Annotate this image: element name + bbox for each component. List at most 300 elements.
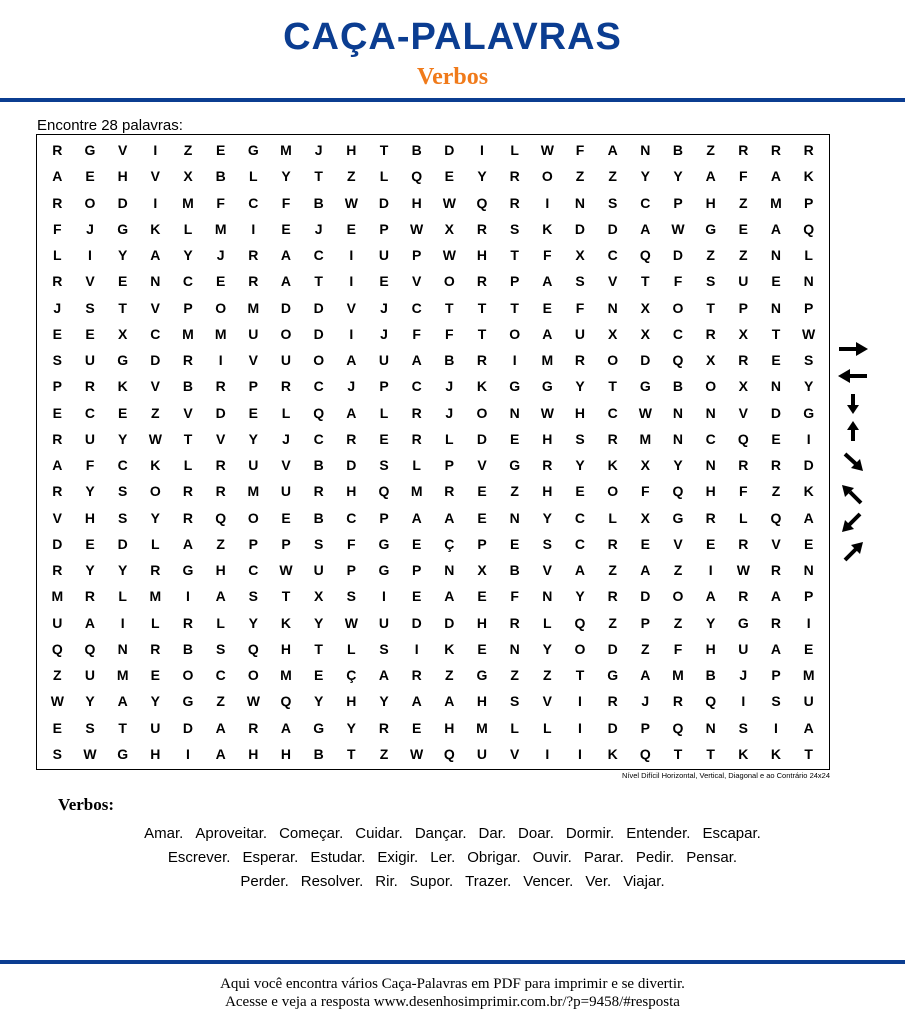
grid-letter: A <box>182 535 194 552</box>
word-list-item: Rir. <box>375 873 398 890</box>
grid-letter: Y <box>346 719 356 736</box>
arrow-down-icon <box>836 393 870 415</box>
grid-letter: P <box>771 667 781 684</box>
grid-letter: Y <box>248 430 258 447</box>
grid-letter: N <box>803 273 814 290</box>
grid-letter: C <box>248 194 259 211</box>
grid-letter: X <box>607 325 618 342</box>
grid-letter: T <box>575 667 585 684</box>
grid-letter: S <box>575 430 585 447</box>
instructions: Encontre 28 palavras: <box>37 117 183 134</box>
grid-letter: N <box>770 247 782 264</box>
grid-letter: E <box>85 168 95 185</box>
grid-letter: G <box>607 667 619 684</box>
grid-letter: U <box>248 457 259 474</box>
grid-letter: Y <box>150 509 160 526</box>
grid-letter: R <box>542 457 553 474</box>
grid-letter: L <box>543 614 552 631</box>
grid-letter: V <box>281 457 291 474</box>
grid-letter: S <box>248 588 258 605</box>
grid-letter: R <box>574 352 586 369</box>
grid-letter: B <box>444 352 455 369</box>
grid-letter: J <box>86 220 94 237</box>
grid-letter: A <box>640 220 651 237</box>
grid-letter: B <box>411 142 422 159</box>
grid-letter: S <box>117 483 128 500</box>
grid-letter: Y <box>85 483 95 500</box>
grid-letter: Z <box>673 562 683 579</box>
grid-letter: R <box>280 378 292 395</box>
grid-letter: U <box>476 745 488 762</box>
grid-letter: R <box>509 168 520 185</box>
grid-letter: X <box>640 509 650 526</box>
grid-letter: X <box>575 247 585 264</box>
grid-letter: A <box>346 352 357 369</box>
grid-letter: M <box>214 220 227 237</box>
grid-letter: F <box>575 299 585 316</box>
grid-letter: O <box>509 325 521 342</box>
grid-letter: R <box>150 562 161 579</box>
page-title: CAÇA-PALAVRAS <box>283 16 622 58</box>
grid-letter: L <box>739 509 748 526</box>
grid-letter: Y <box>477 168 487 185</box>
grid-letter: Z <box>739 247 748 264</box>
grid-letter: A <box>770 588 782 605</box>
grid-letter: D <box>672 247 684 264</box>
grid-letter: R <box>52 430 63 447</box>
word-list-line <box>30 822 875 846</box>
grid-letter: N <box>117 640 128 657</box>
grid-letter: N <box>574 194 586 211</box>
grid-letter: J <box>641 693 650 710</box>
grid-letter: C <box>672 325 684 342</box>
word-list-item: Exigir. <box>377 849 419 866</box>
grid-letter: W <box>736 562 750 579</box>
grid-letter: E <box>771 273 781 290</box>
grid-letter: C <box>150 325 161 342</box>
grid-letter: N <box>542 588 553 605</box>
grid-letter: G <box>705 220 717 237</box>
grid-letter: W <box>148 430 162 447</box>
grid-letter: P <box>379 509 389 526</box>
word-list-item: Resolver. <box>300 873 364 890</box>
grid-letter: B <box>182 640 194 657</box>
grid-letter: N <box>509 404 520 421</box>
grid-letter: Y <box>705 614 716 631</box>
grid-letter: M <box>541 352 554 369</box>
grid-letter: L <box>445 430 454 447</box>
grid-letter: D <box>444 614 455 631</box>
grid-letter: Z <box>608 614 617 631</box>
word-list-item: Cuidar. <box>355 825 403 842</box>
grid-letter: A <box>280 247 292 264</box>
grid-letter: S <box>575 273 585 290</box>
grid-letter: R <box>476 273 488 290</box>
grid-letter: G <box>476 667 488 684</box>
grid-letter: T <box>118 299 127 316</box>
arrow-down-right-icon <box>836 451 870 473</box>
grid-letter: V <box>346 299 356 316</box>
grid-letter: T <box>379 142 389 159</box>
grid-letter: D <box>607 220 618 237</box>
grid-letter: H <box>346 483 357 500</box>
grid-letter: I <box>382 588 386 605</box>
grid-letter: T <box>510 247 519 264</box>
grid-letter: I <box>545 194 550 211</box>
grid-letter: E <box>411 719 422 736</box>
grid-letter: C <box>84 404 96 421</box>
grid-letter: H <box>542 430 553 447</box>
grid-letter: V <box>52 509 62 526</box>
grid-letter: W <box>638 404 652 421</box>
grid-letter: T <box>510 299 519 316</box>
grid-letter: P <box>411 247 422 264</box>
grid-letter: M <box>214 325 227 342</box>
grid-letter: E <box>52 325 62 342</box>
grid-letter: B <box>313 194 324 211</box>
grid-letter: Q <box>672 483 684 500</box>
grid-letter: N <box>770 299 782 316</box>
grid-letter: E <box>313 667 324 684</box>
grid-letter: F <box>641 483 650 500</box>
grid-letter: O <box>607 483 619 500</box>
grid-letter: Q <box>672 352 684 369</box>
arrow-up-right-icon <box>836 540 870 562</box>
grid-letter: P <box>183 299 193 316</box>
grid-letter: Z <box>379 745 389 762</box>
grid-letter: R <box>84 588 96 605</box>
grid-letter: F <box>543 247 552 264</box>
grid-letter: Z <box>706 142 715 159</box>
grid-letter: I <box>349 273 354 290</box>
grid-letter: S <box>313 535 324 552</box>
grid-letter: N <box>640 142 651 159</box>
grid-letter: K <box>150 220 161 237</box>
grid-letter: J <box>380 299 388 316</box>
grid-letter: R <box>476 220 488 237</box>
grid-letter: G <box>378 535 390 552</box>
grid-letter: R <box>738 352 749 369</box>
grid-letter: R <box>150 640 161 657</box>
grid-letter: U <box>248 325 259 342</box>
word-list-item: Viajar. <box>623 873 665 890</box>
arrow-up-icon <box>836 420 870 442</box>
grid-letter: V <box>542 562 552 579</box>
word-list-item: Dançar. <box>414 825 467 842</box>
grid-letter: K <box>444 640 455 657</box>
grid-letter: D <box>411 614 422 631</box>
grid-letter: P <box>477 535 487 552</box>
word-list-item: Ler. <box>430 849 456 866</box>
grid-letter: F <box>739 483 748 500</box>
grid-letter: Z <box>673 614 683 631</box>
grid-letter: Q <box>215 509 227 526</box>
grid-letter: O <box>280 325 292 342</box>
grid-letter: N <box>672 404 684 421</box>
grid-letter: G <box>509 378 521 395</box>
grid-letter: E <box>444 168 454 185</box>
grid-letter: B <box>215 168 226 185</box>
grid-letter: R <box>52 142 63 159</box>
grid-letter: P <box>444 457 454 474</box>
word-list-item: Vencer. <box>523 873 574 890</box>
grid-letter: D <box>182 719 194 736</box>
word-list-item: Dar. <box>478 825 507 842</box>
grid-letter: Z <box>347 168 356 185</box>
grid-letter: U <box>84 667 96 684</box>
grid-letter: J <box>282 430 290 447</box>
grid-letter: W <box>344 614 358 631</box>
grid-letter: C <box>346 509 357 526</box>
grid-letter: V <box>150 168 160 185</box>
grid-letter: E <box>281 220 291 237</box>
grid-letter: K <box>117 378 128 395</box>
grid-letter: G <box>378 562 390 579</box>
grid-letter: J <box>739 667 748 684</box>
grid-letter: O <box>247 509 259 526</box>
grid-letter: E <box>379 430 389 447</box>
grid-letter: E <box>379 273 389 290</box>
word-list-item: Escrever. <box>167 849 231 866</box>
grid-letter: Y <box>248 614 258 631</box>
grid-letter: Y <box>85 562 95 579</box>
grid-letter: Z <box>216 535 225 552</box>
grid-letter: I <box>349 247 354 264</box>
grid-letter: R <box>444 483 455 500</box>
grid-letter: M <box>476 719 488 736</box>
grid-letter: R <box>182 483 194 500</box>
grid-letter: S <box>705 273 716 290</box>
grid-letter: S <box>803 352 814 369</box>
grid-letter: R <box>182 352 194 369</box>
grid-letter: I <box>251 220 256 237</box>
grid-letter: C <box>607 247 618 264</box>
grid-letter: E <box>411 588 422 605</box>
grid-letter: G <box>509 457 521 474</box>
grid-letter: L <box>510 719 519 736</box>
grid-letter: Q <box>574 614 586 631</box>
grid-letter: F <box>739 168 748 185</box>
grid-letter: S <box>738 719 748 736</box>
grid-letter: H <box>411 194 422 211</box>
grid-letter: C <box>215 667 226 684</box>
grid-letter: S <box>509 220 520 237</box>
grid-letter: H <box>542 483 553 500</box>
grid-letter: I <box>806 430 811 447</box>
grid-letter: V <box>85 273 95 290</box>
grid-letter: K <box>803 483 814 500</box>
grid-letter: P <box>281 535 291 552</box>
grid-letter: W <box>344 194 358 211</box>
grid-letter: Q <box>378 483 390 500</box>
grid-letter: X <box>705 352 716 369</box>
grid-letter: Z <box>445 667 454 684</box>
grid-letter: P <box>379 220 389 237</box>
grid-letter: S <box>85 719 95 736</box>
grid-letter: R <box>52 562 63 579</box>
grid-letter: I <box>578 745 582 762</box>
grid-letter: D <box>280 299 292 316</box>
grid-letter: H <box>705 194 716 211</box>
grid-letter: K <box>280 614 292 631</box>
grid-letter: A <box>803 719 814 736</box>
grid-letter: L <box>804 247 813 264</box>
grid-letter: M <box>51 588 64 605</box>
grid-letter: A <box>280 719 292 736</box>
grid-letter: R <box>770 562 782 579</box>
grid-letter: W <box>442 247 456 264</box>
grid-letter: A <box>770 220 782 237</box>
grid-letter: F <box>53 220 62 237</box>
grid-letter: W <box>279 562 293 579</box>
grid-letter: I <box>578 719 582 736</box>
grid-letter: M <box>639 430 652 447</box>
grid-letter: R <box>607 588 618 605</box>
grid-letter: G <box>737 614 749 631</box>
grid-letter: G <box>117 220 129 237</box>
direction-legend <box>836 338 870 564</box>
grid-letter: Y <box>313 693 324 710</box>
grid-letter: I <box>186 588 190 605</box>
grid-letter: C <box>313 378 324 395</box>
grid-letter: X <box>313 588 324 605</box>
grid-letter: V <box>411 273 422 290</box>
grid-letter: M <box>280 667 292 684</box>
grid-letter: E <box>705 535 716 552</box>
grid-letter: O <box>215 299 227 316</box>
grid-letter: E <box>542 299 552 316</box>
grid-letter: F <box>347 535 356 552</box>
grid-letter: G <box>639 378 651 395</box>
grid-letter: S <box>542 535 552 552</box>
grid-letter: G <box>803 404 815 421</box>
grid-letter: C <box>248 562 259 579</box>
grid-letter: N <box>509 640 520 657</box>
grid-letter: Y <box>379 693 389 710</box>
grid-letter: E <box>117 273 128 290</box>
grid-letter: T <box>706 745 715 762</box>
grid-letter: N <box>705 404 716 421</box>
grid-letter: Q <box>803 220 815 237</box>
grid-letter: D <box>476 430 488 447</box>
grid-letter: H <box>150 745 161 762</box>
word-list-item: Estudar. <box>310 849 366 866</box>
grid-letter: A <box>215 745 226 762</box>
grid-letter: A <box>280 273 292 290</box>
grid-letter: R <box>182 614 194 631</box>
grid-letter: L <box>216 614 225 631</box>
grid-letter: E <box>150 667 160 684</box>
grid-letter: Z <box>608 562 617 579</box>
grid-letter: M <box>182 194 194 211</box>
grid-letter: V <box>771 535 781 552</box>
grid-letter: R <box>738 535 749 552</box>
grid-letter: Ç <box>346 667 357 684</box>
grid-letter: O <box>247 667 259 684</box>
grid-letter: F <box>673 640 683 657</box>
grid-letter: Y <box>542 509 552 526</box>
grid-letter: Z <box>151 404 160 421</box>
top-divider <box>0 98 905 102</box>
grid-letter: O <box>672 588 684 605</box>
grid-letter: P <box>52 378 62 395</box>
grid-letter: F <box>575 142 585 159</box>
grid-letter: P <box>640 719 650 736</box>
grid-letter: M <box>770 194 782 211</box>
grid-letter: D <box>640 352 651 369</box>
grid-letter: F <box>510 588 519 605</box>
grid-letter: K <box>542 220 553 237</box>
grid-letter: F <box>85 457 95 474</box>
grid-letter: P <box>803 588 814 605</box>
grid-letter: H <box>346 693 357 710</box>
grid-letter: U <box>313 562 324 579</box>
grid-letter: T <box>804 745 813 762</box>
grid-letter: A <box>640 667 651 684</box>
word-list-line <box>30 846 875 870</box>
grid-letter: T <box>706 299 715 316</box>
grid-letter: K <box>607 745 618 762</box>
grid-letter: Z <box>543 667 552 684</box>
grid-letter: E <box>640 535 650 552</box>
grid-letter: Z <box>608 168 617 185</box>
grid-letter: Y <box>150 693 160 710</box>
grid-letter: C <box>574 535 586 552</box>
grid-letter: S <box>379 640 389 657</box>
grid-letter: X <box>117 325 128 342</box>
grid-letter: V <box>248 352 258 369</box>
grid-letter: D <box>574 220 586 237</box>
grid-letter: N <box>770 378 782 395</box>
grid-letter: C <box>607 404 618 421</box>
grid-letter: Z <box>771 483 781 500</box>
grid-letter: E <box>85 325 95 342</box>
grid-letter: E <box>52 404 62 421</box>
grid-letter: F <box>673 273 683 290</box>
grid-letter: N <box>672 430 684 447</box>
grid-letter: D <box>150 352 161 369</box>
grid-letter: S <box>607 194 618 211</box>
grid-letter: A <box>378 667 390 684</box>
arrow-down-left-icon <box>836 512 870 534</box>
grid-letter: L <box>281 404 291 421</box>
grid-letter: H <box>705 640 716 657</box>
word-list-item: Aproveitar. <box>195 825 268 842</box>
grid-letter: A <box>607 142 618 159</box>
grid-letter: O <box>476 404 488 421</box>
grid-letter: H <box>476 247 488 264</box>
word-list-item: Escapar. <box>702 825 761 842</box>
grid-letter: Z <box>739 194 748 211</box>
grid-letter: H <box>117 168 128 185</box>
grid-letter: I <box>806 614 811 631</box>
grid-letter: R <box>803 142 814 159</box>
grid-letter: A <box>411 352 422 369</box>
footer-line-2: Acesse e veja a resposta www.desenhosimprimir.com.br/?p=9458/#resposta <box>225 994 680 1010</box>
grid-letter: D <box>378 194 390 211</box>
grid-letter: V <box>509 745 520 762</box>
grid-letter: R <box>705 325 716 342</box>
grid-letter: T <box>477 299 487 316</box>
grid-letter: S <box>379 457 389 474</box>
word-list-item: Obrigar. <box>467 849 521 866</box>
grid-letter: T <box>281 588 291 605</box>
grid-letter: H <box>280 745 292 762</box>
grid-letter: A <box>215 588 226 605</box>
grid-letter: E <box>215 142 226 159</box>
grid-letter: Y <box>575 457 585 474</box>
grid-letter: Y <box>183 247 193 264</box>
